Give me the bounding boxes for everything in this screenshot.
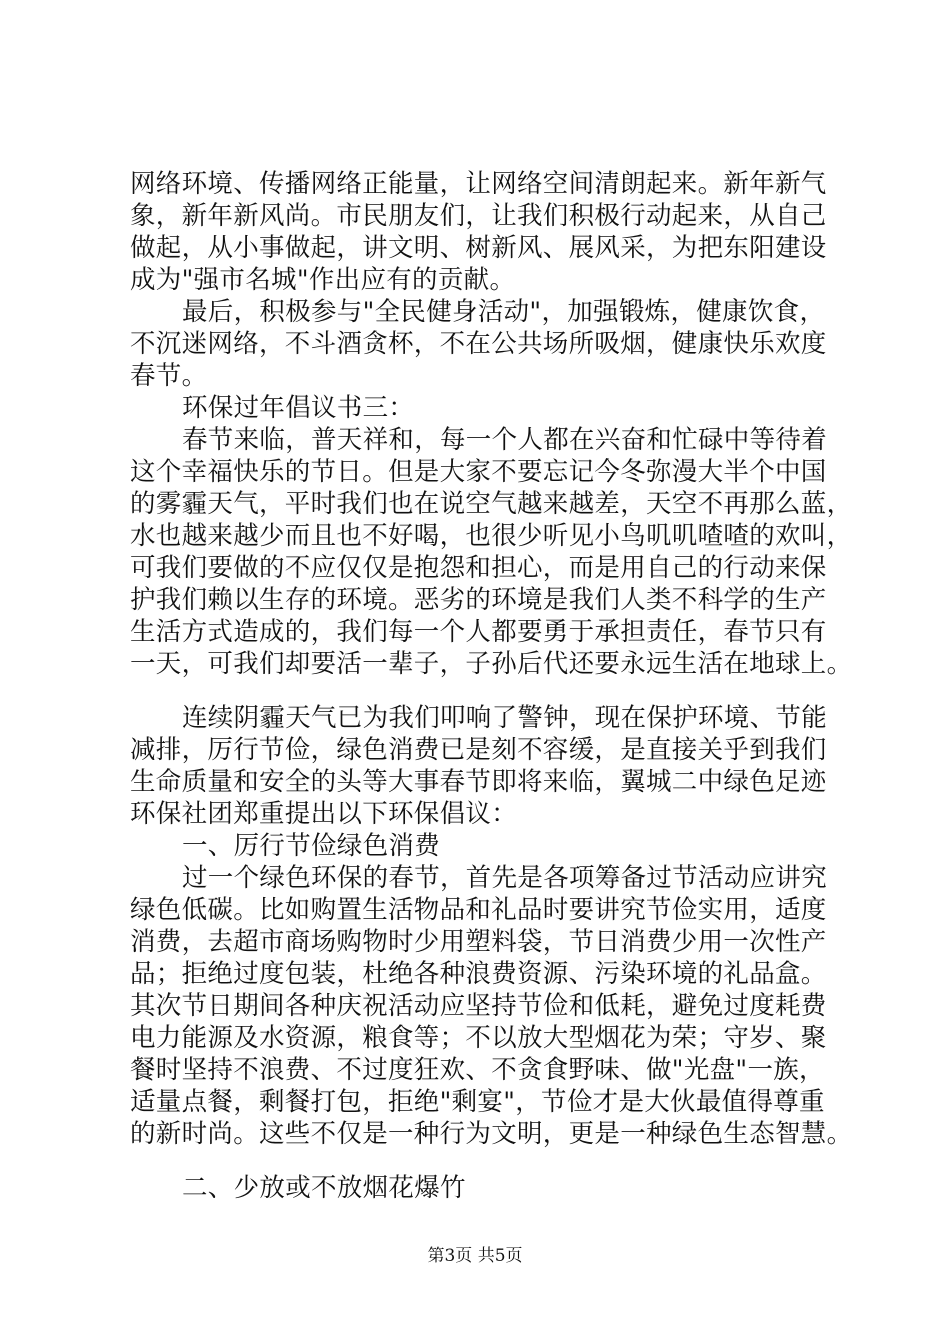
text-line: 的雾霾天气，平时我们也在说空气越来越差，天空不再那么蓝， [130, 489, 853, 519]
text-line: 水也越来越少而且也不好喝，也很少听见小鸟叽叽喳喳的欢叫， [130, 521, 853, 551]
text-line: 消费，去超市商场购物时少用塑料袋，节日消费少用一次性产 [130, 927, 827, 957]
text-line: 成为"强市名城"作出应有的贡献。 [130, 265, 516, 295]
text-line: 不沉迷网络，不斗酒贪杯，不在公共场所吸烟，健康快乐欢度 [130, 329, 827, 359]
text-line: 春节来临，普天祥和，每一个人都在兴奋和忙碌中等待着 [182, 425, 828, 455]
text-line: 减排，厉行节俭，绿色消费已是刻不容缓，是直接关乎到我们 [130, 735, 827, 765]
text-line: 生活方式造成的，我们每一个人都要勇于承担责任，春节只有 [130, 617, 827, 647]
text-line: 最后，积极参与"全民健身活动"，加强锻炼，健康饮食， [182, 297, 826, 327]
paragraph-spacer [130, 1150, 830, 1172]
text-line: 春节。 [130, 361, 208, 391]
paragraph-5 [130, 862, 853, 1150]
section-heading-two: 二、少放或不放烟花爆竹 [182, 1173, 466, 1203]
text-line: 适量点餐，剩餐打包，拒绝"剩宴"，节俭才是大伙最值得尊重 [130, 1087, 825, 1117]
paragraph-spacer [130, 680, 830, 702]
text-line: 网络环境、传播网络正能量，让网络空间清朗起来。新年新气 [130, 169, 827, 199]
text-line: 电力能源及水资源，粮食等；不以放大型烟花为荣；守岁、聚 [130, 1023, 827, 1053]
text-line: 环保社团郑重提出以下环保倡议： [130, 799, 518, 829]
paragraph-4 [130, 702, 830, 830]
text-line: 护我们赖以生存的环境。恶劣的环境是我们人类不科学的生产 [130, 585, 827, 615]
section-heading-3: 环保过年倡议书三： [182, 393, 415, 423]
page-footer: 第3页 共5页 [427, 1246, 523, 1266]
text-line: 的新时尚。这些不仅是一种行为文明，更是一种绿色生态智慧。 [130, 1119, 853, 1149]
text-line: 一天，可我们却要活一辈子，子孙后代还要永远生活在地球上。 [130, 649, 853, 679]
text-line: 可我们要做的不应仅仅是抱怨和担心，而是用自己的行动来保 [130, 553, 827, 583]
paragraph-1 [130, 168, 830, 296]
text-line: 餐时坚持不浪费、不过度狂欢、不贪食野味、做"光盘"一族， [130, 1055, 825, 1085]
text-line: 这个幸福快乐的节日。但是大家不要忘记今冬弥漫大半个中国 [130, 457, 827, 487]
text-line: 绿色低碳。比如购置生活物品和礼品时要讲究节俭实用，适度 [130, 895, 827, 925]
paragraph-3 [130, 424, 853, 680]
text-line: 连续阴霾天气已为我们叩响了警钟，现在保护环境、节能 [182, 703, 828, 733]
section-heading-one: 一、厉行节俭绿色消费 [182, 831, 441, 861]
text-line: 其次节日期间各种庆祝活动应坚持节俭和低耗，避免过度耗费 [130, 991, 827, 1021]
text-line: 做起，从小事做起，讲文明、树新风、展风采，为把东阳建设 [130, 233, 827, 263]
paragraph-2 [130, 296, 830, 392]
text-line: 生命质量和安全的头等大事春节即将来临，翼城二中绿色足迹 [130, 767, 827, 797]
text-line: 过一个绿色环保的春节，首先是各项筹备过节活动应讲究 [182, 863, 828, 893]
document-body [130, 168, 853, 1204]
text-line: 象，新年新风尚。市民朋友们，让我们积极行动起来，从自己 [130, 201, 827, 231]
text-line: 品；拒绝过度包装，杜绝各种浪费资源、污染环境的礼品盒。 [130, 959, 827, 989]
